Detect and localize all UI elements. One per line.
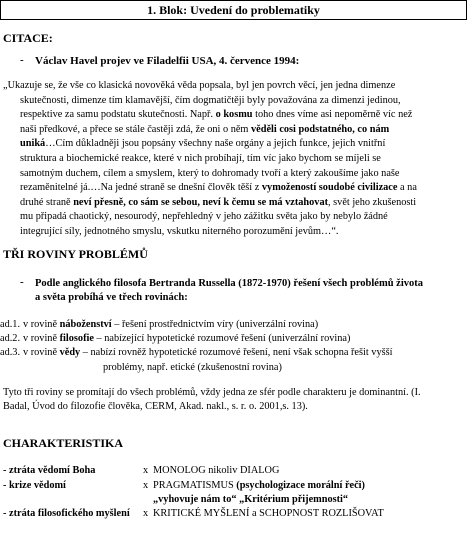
row-value: KRITICKÉ MYŠLENÍ a SCHOPNOST ROZLIŠOVAT	[153, 508, 384, 519]
note-line-2: Badal, Úvod do filozofie člověka, CERM, Akad. nakl., s. r. o. 2001,s. 13).	[3, 401, 308, 412]
quote-line	[20, 152, 381, 165]
page-title: 1. Blok: Uvedení do problematiky	[0, 0, 467, 20]
roviny-item	[0, 346, 392, 359]
item-term: vědy	[59, 347, 81, 358]
section-heading-citace: CITACE:	[3, 31, 53, 45]
charakteristika-row	[3, 493, 465, 506]
quote-line	[3, 79, 395, 92]
quote-run: vymožeností soudobé civilizace	[261, 182, 398, 194]
quote-run: , svět jeho zkušenosti	[328, 196, 417, 208]
charakteristika-row	[3, 479, 465, 492]
quote-run: neví přesně, co sám se sebou, neví k čemu se má vztahovat	[73, 196, 329, 208]
quote-run: naši předkové, a přece se stále častěji zdá, že oni o něm	[20, 123, 252, 135]
section-heading-roviny: TŘI ROVINY PROBLÉMŮ	[3, 247, 148, 261]
row-label: - krize vědomí	[3, 480, 66, 491]
item-term: filosofie	[59, 333, 94, 344]
row-versus: x	[143, 480, 149, 491]
bullet-dash: -	[20, 54, 24, 66]
item-prefix: v rovině	[23, 319, 60, 330]
section-heading-charakteristika: CHARAKTERISTIKA	[3, 436, 124, 450]
item-text: – řešení prostřednictvím víry (univerzální rovina)	[111, 319, 319, 330]
quote-run: respektive za samu podstatu skutečnosti. Např.	[20, 109, 216, 121]
bullet-dash: -	[20, 276, 24, 288]
quote-run: …Cím důkladněji jsou popsány všechny naše orgány a jejich funkce, jejich vnitřní	[45, 138, 386, 150]
item-number: ad.3.	[0, 347, 21, 358]
quote-line	[20, 137, 385, 150]
note-line-1: Tyto tři roviny se promítají do všech problémů, vždy jedna ze sfér podle charakteru je dominantní. (I.	[3, 387, 421, 398]
quote-line	[20, 225, 338, 238]
row-value: MONOLOG nikoliv DIALOG	[153, 465, 280, 476]
quote-run: „Ukazuje se, že vše co klasická novověká věda popsala, byl jen povrch věcí, jen jedna dimenze	[3, 80, 396, 91]
row-label: - ztráta filosofického myšlení	[3, 508, 130, 519]
row-label: - ztráta vědomí Boha	[3, 465, 96, 476]
quote-run: uniká	[20, 138, 46, 150]
quote-run: samotným duchem, cílem a smyslem, který to dohromady tvoří a který zakoušíme jako naše	[20, 167, 400, 179]
quote-line	[20, 123, 389, 136]
item-prefix: v rovině	[23, 333, 60, 344]
quote-run: struktura a biochemické reakce, které v nich probíhají, tím víc jako bychom se míjeli se	[20, 153, 381, 164]
item-text: – nabízející hypotetické rozumové řešení (univerzální rovina)	[93, 333, 351, 344]
quote-line	[20, 108, 412, 121]
quote-line	[20, 181, 417, 194]
quote-run: mu připadá chaotický, nesourodý, nepřehledný v jeho zážitku světa jako by nebylo žádné	[20, 211, 388, 223]
item-number: ad.1.	[0, 319, 21, 330]
quote-line	[20, 196, 416, 209]
charakteristika-row	[3, 507, 465, 520]
citation-source: Václav Havel projev ve Filadelfii USA, 4. července 1994:	[35, 55, 300, 67]
charakteristika-row	[3, 464, 465, 477]
row-versus: x	[143, 508, 149, 519]
quote-run: integrující síly, jednotného smyslu, vskutku niterného porozumění jevům…“.	[20, 226, 339, 237]
quote-line	[20, 94, 401, 107]
quote-run: a na	[397, 182, 417, 194]
row-value-bold: „vyhovuje nám to“ „Kritérium přijemnosti“	[153, 494, 349, 505]
item-prefix: v rovině	[23, 347, 60, 358]
item-term: náboženství	[59, 319, 112, 330]
item-number: ad.2.	[0, 333, 21, 344]
quote-run: toho dnes víme asi nepoměrně víc než	[252, 109, 413, 121]
quote-line	[20, 210, 388, 223]
roviny-intro-line-2: a světa probíhá ve třech rovinách:	[35, 292, 188, 303]
row-value-bold: (psychologizace morální řeči)	[236, 480, 365, 491]
quote-run: věděli cosi podstatného, co nám	[251, 123, 390, 135]
row-value: PRAGMATISMUS	[153, 480, 237, 491]
quote-line	[20, 167, 399, 180]
quote-run: o kosmu	[215, 109, 253, 121]
quote-run: skutečnosti, dimenze tím klamavější, čím dogmatičtěji byly považována za dimenzi jedinou,	[20, 94, 401, 106]
roviny-intro-line-1: Podle anglického filosofa Bertranda Russella (1872-1970) řešení všech problémů života	[35, 278, 423, 289]
roviny-item	[0, 318, 318, 331]
roviny-item	[0, 332, 350, 345]
item-text: – nabízí rovněž hypotetické rozumové řešení, není však schopna řešit vyšší	[80, 347, 393, 358]
quote-run: rezaměnitelné já.…Na jedné straně se dnešní člověk těší z	[20, 182, 262, 194]
roviny-item-3-continuation: problémy, např. etické (zkušenostní rovina)	[103, 362, 282, 373]
quote-run: druhé straně	[20, 196, 74, 208]
row-versus: x	[143, 465, 149, 476]
